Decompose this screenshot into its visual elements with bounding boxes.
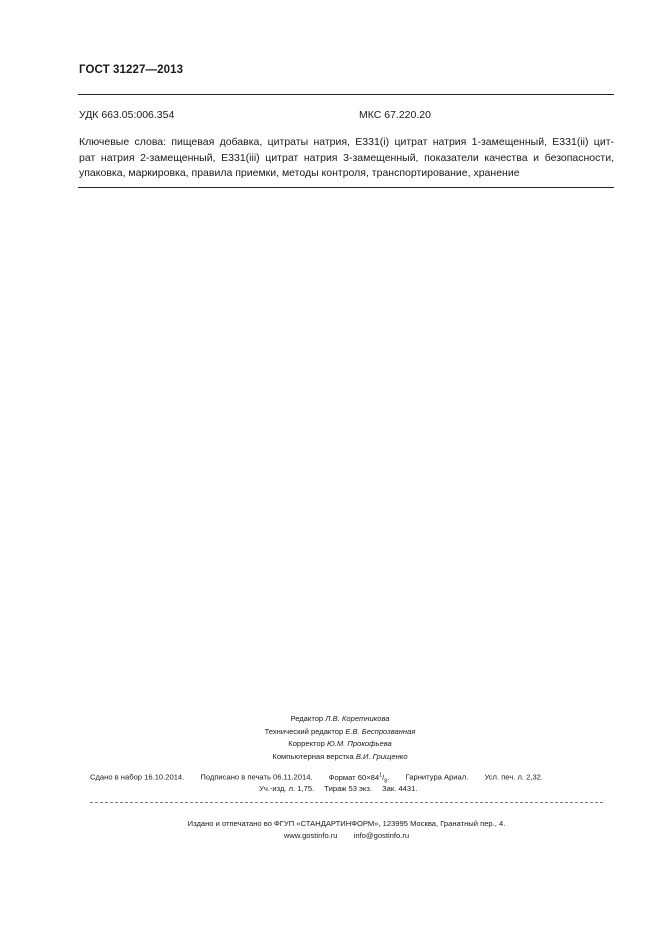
typeface: Гарнитура Ариал. <box>405 772 469 782</box>
credit-layout <box>190 751 490 764</box>
credit-editor-role: Редактор <box>290 714 324 723</box>
publisher-line: Издано и отпечатано во ФГУП «СТАНДАРТИНФОРМ», 123995 Москва, Гранатный пер., 4. <box>187 819 506 828</box>
imprint-divider <box>90 802 603 803</box>
keywords-block <box>79 135 614 182</box>
credit-editor <box>190 713 490 726</box>
credit-layout-role: Компьютерная верстка <box>272 751 354 761</box>
ics-code: МКС 67.220.20 <box>359 109 431 121</box>
publisher-website[interactable]: www.gostinfo.ru <box>283 831 338 840</box>
credit-tech-editor-role: Технический редактор <box>264 726 344 736</box>
print-run: Тираж 53 экз. <box>324 784 372 793</box>
publisher-email[interactable]: info@gostinfo.ru <box>353 831 410 840</box>
document-id: ГОСТ 31227—2013 <box>79 64 184 76</box>
udc-code: УДК 663.05:006.354 <box>79 109 175 121</box>
signed-date: Подписано в печать 06.11.2014. <box>200 772 313 782</box>
credit-corrector <box>190 738 490 751</box>
top-rule <box>78 94 614 95</box>
paper-format: Формат $60\times 84^1/_8$. <box>328 772 390 785</box>
submitted-date: Сдано в набор 16.10.2014. <box>90 772 185 782</box>
keywords-line-1: Ключевые слова: пищевая добавка, цитраты натрия, E331(i) цитрат натрия 1-замещенный, E331(ii) цит- <box>79 136 614 148</box>
credit-layout-name: В.И. Грищенко <box>355 751 408 761</box>
credit-corrector-role: Корректор <box>288 739 325 749</box>
keywords-line-2: рат натрия 2-замещенный, E331(iii) цитрат натрия 3-замещенный, показатели качества и безопасности, <box>79 151 614 164</box>
printed-sheets: Усл. печ. л. 2,32. <box>484 772 543 782</box>
order-number: Зак. 4431. <box>382 784 418 793</box>
publishing-sheets: Уч.-изд. л. 1,75. <box>259 784 315 793</box>
publication-line-1 <box>90 772 543 784</box>
credit-editor-name: Л.В. Коретникова <box>325 714 390 723</box>
credit-tech-editor <box>190 726 490 739</box>
publisher-contacts <box>90 831 603 840</box>
keywords-line-3: упаковка, маркировка, правила приемки, методы контроля, транспортирование, хранение <box>79 167 520 179</box>
credit-corrector-name: Ю.М. Прокофьева <box>326 739 392 749</box>
credit-tech-editor-name: Е.В. Беспрозванная <box>345 726 416 736</box>
publication-line-2 <box>259 784 417 793</box>
keywords-rule <box>78 187 614 188</box>
credits-block <box>190 713 490 763</box>
